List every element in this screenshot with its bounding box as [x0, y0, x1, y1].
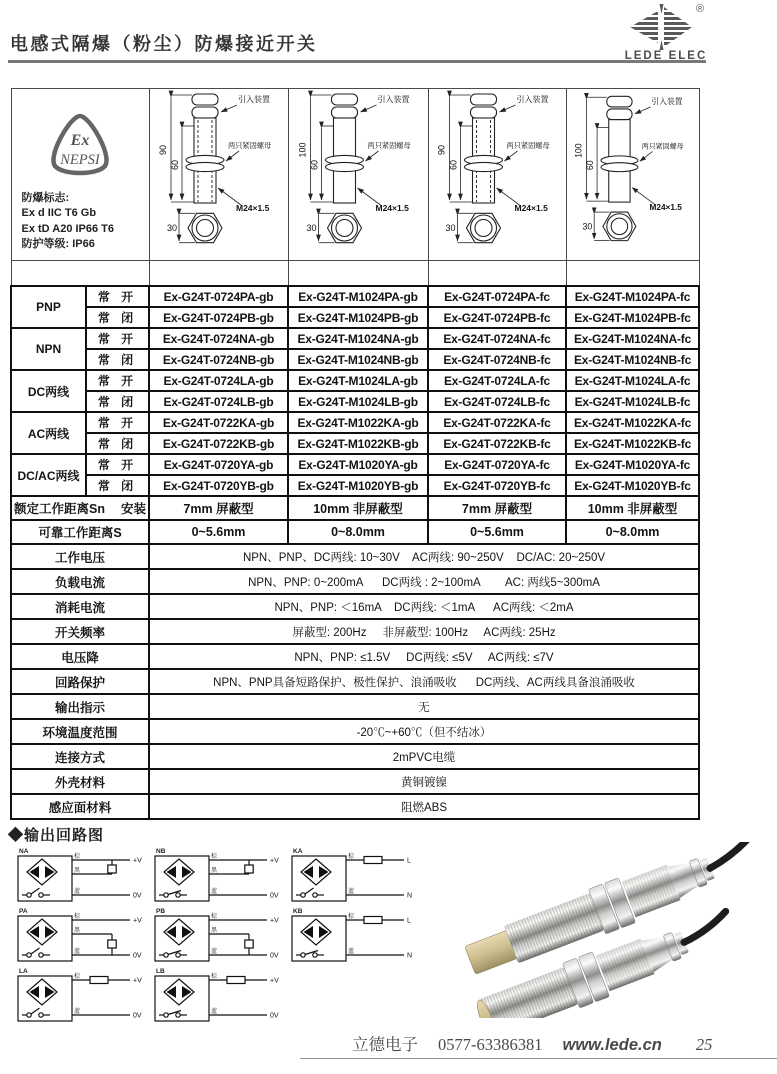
contact-state-cell: 常 开	[86, 370, 149, 391]
dimension-drawing-svg	[289, 89, 428, 255]
svg-text:30: 30	[582, 221, 592, 232]
dimension-drawing	[288, 89, 428, 261]
page-number: 25	[695, 1035, 713, 1054]
distance-value: 0~5.6mm	[149, 520, 288, 544]
distance-label: 可靠工作距离S	[11, 520, 149, 544]
spec-value: -20℃~+60℃（但不结冰）	[149, 719, 699, 744]
model-cell: Ex-G24T-M1024NA-fc	[566, 328, 699, 349]
svg-text:棕: 棕	[74, 974, 81, 980]
certification-cell	[11, 89, 149, 261]
category-cell: DC/AC两线	[11, 454, 86, 496]
svg-text:0V: 0V	[270, 1012, 279, 1020]
explosion-proof-marking	[12, 191, 149, 253]
model-cell: Ex-G24T-0724LA-gb	[149, 370, 288, 391]
product-photo	[448, 842, 775, 1018]
nepsi-ex-badge	[34, 109, 126, 189]
svg-text:蓝: 蓝	[74, 949, 81, 955]
output-circuit-KA	[286, 846, 423, 906]
model-cell: Ex-G24T-0722KA-gb	[149, 412, 288, 433]
spec-label: 工作电压	[11, 544, 149, 569]
model-cell: Ex-G24T-M1024NA-gb	[288, 328, 428, 349]
svg-text:KB: KB	[293, 908, 303, 915]
model-cell: Ex-G24T-0722KB-gb	[149, 433, 288, 454]
svg-text:NB: NB	[156, 848, 166, 855]
model-cell: Ex-G24T-0724NB-fc	[428, 349, 566, 370]
model-cell: Ex-G24T-M1020YB-gb	[288, 475, 428, 496]
dimension-drawing	[566, 89, 699, 261]
contact-state-cell: 常 闭	[86, 349, 149, 370]
model-cell: Ex-G24T-M1020YB-fc	[566, 475, 699, 496]
spec-label: 输出指示	[11, 694, 149, 719]
category-cell: PNP	[11, 286, 86, 328]
svg-text:+V: +V	[270, 857, 279, 865]
spec-value: NPN、PNP具备短路保护、极性保护、浪涌吸收 DC两线、AC两线具备浪涌吸收	[149, 669, 699, 694]
svg-text:两只紧固螺母: 两只紧固螺母	[227, 141, 271, 150]
footer-website: www.lede.cn	[562, 1036, 662, 1054]
cert-line: 防爆标志:	[21, 191, 70, 204]
spec-value: 黄铜镀镍	[149, 769, 699, 794]
svg-text:蓝: 蓝	[211, 949, 218, 955]
spec-value: NPN、PNP、DC两线: 10~30V AC两线: 90~250V DC/AC: 20~250V	[149, 544, 699, 569]
svg-text:L: L	[407, 917, 411, 925]
svg-text:两只紧固螺母: 两只紧固螺母	[506, 141, 550, 150]
spec-value: NPN、PNP: ＜16mA DC两线: ＜1mA AC两线: ＜2mA	[149, 594, 699, 619]
model-cell: Ex-G24T-0724PB-gb	[149, 307, 288, 328]
model-cell: Ex-G24T-M1024PA-gb	[288, 286, 428, 307]
svg-text:棕: 棕	[74, 854, 81, 860]
model-cell: Ex-G24T-0720YA-fc	[428, 454, 566, 475]
model-cell: Ex-G24T-0724PA-fc	[428, 286, 566, 307]
spec-label: 负载电流	[11, 569, 149, 594]
model-cell: Ex-G24T-M1022KB-fc	[566, 433, 699, 454]
svg-text:0V: 0V	[270, 952, 279, 960]
output-circuit-NA	[12, 846, 149, 906]
model-cell: Ex-G24T-0722KA-fc	[428, 412, 566, 433]
output-circuit-KB	[286, 906, 423, 966]
brand-logo	[612, 2, 720, 62]
svg-text:黑: 黑	[211, 928, 218, 934]
contact-state-cell: 常 闭	[86, 391, 149, 412]
cert-line: Ex d IIC T6 Gb	[21, 207, 97, 219]
svg-text:M24×1.5: M24×1.5	[235, 203, 269, 213]
product-photo-illustration	[448, 842, 775, 1018]
registered-mark: ®	[696, 3, 705, 15]
output-circuits-heading: ◆输出回路图	[8, 828, 105, 844]
footer-company: 立德电子	[352, 1035, 418, 1054]
category-cell: AC两线	[11, 412, 86, 454]
svg-text:90: 90	[157, 144, 168, 156]
cert-line: 防护等级: IP66	[21, 238, 95, 250]
output-circuit-LB	[149, 966, 286, 1026]
contact-state-cell: 常 开	[86, 286, 149, 307]
svg-text:NEPSI: NEPSI	[60, 151, 100, 168]
dimension-drawing-svg	[150, 89, 288, 255]
spec-value: 无	[149, 694, 699, 719]
svg-text:蓝: 蓝	[74, 1009, 81, 1015]
svg-text:引入装置: 引入装置	[237, 95, 270, 104]
svg-text:棕: 棕	[74, 914, 81, 920]
model-cell: Ex-G24T-M1022KB-gb	[288, 433, 428, 454]
brand-logo-text: LEDE ELEC	[624, 50, 708, 62]
svg-text:蓝: 蓝	[74, 889, 81, 895]
svg-text:蓝: 蓝	[348, 889, 355, 895]
svg-text:0V: 0V	[133, 952, 142, 960]
output-circuit-PA	[12, 906, 149, 966]
svg-text:+V: +V	[270, 917, 279, 925]
svg-text:0V: 0V	[270, 892, 279, 900]
dimension-drawing	[149, 89, 288, 261]
spec-label: 感应面材料	[11, 794, 149, 819]
svg-text:30: 30	[445, 223, 456, 233]
model-cell: Ex-G24T-M1022KA-gb	[288, 412, 428, 433]
svg-text:蓝: 蓝	[348, 949, 355, 955]
dimension-drawing	[428, 89, 566, 261]
svg-text:LB: LB	[156, 968, 165, 975]
svg-text:100: 100	[573, 143, 584, 158]
svg-text:100: 100	[297, 142, 307, 158]
svg-text:棕: 棕	[211, 914, 218, 920]
svg-text:60: 60	[169, 159, 180, 171]
spec-label: 环境温度范围	[11, 719, 149, 744]
model-cell: Ex-G24T-0724NA-fc	[428, 328, 566, 349]
main-spec-table	[10, 88, 700, 820]
model-cell: Ex-G24T-0724NA-gb	[149, 328, 288, 349]
output-circuit-diagrams	[12, 846, 423, 1026]
spec-label: 开关频率	[11, 619, 149, 644]
spec-label: 电压降	[11, 644, 149, 669]
model-cell: Ex-G24T-0722KB-fc	[428, 433, 566, 454]
spec-value: 屏蔽型: 200Hz 非屏蔽型: 100Hz AC两线: 25Hz	[149, 619, 699, 644]
svg-text:两只紧固螺母: 两只紧固螺母	[641, 143, 684, 151]
contact-state-cell: 常 开	[86, 328, 149, 349]
svg-text:引入装置: 引入装置	[516, 95, 548, 104]
spec-value: 阻燃ABS	[149, 794, 699, 819]
model-cell: Ex-G24T-M1022KA-fc	[566, 412, 699, 433]
distance-value: 7mm 屏蔽型	[149, 496, 288, 520]
model-cell: Ex-G24T-0724PA-gb	[149, 286, 288, 307]
model-cell: Ex-G24T-M1020YA-gb	[288, 454, 428, 475]
distance-value: 0~8.0mm	[288, 520, 428, 544]
model-cell: Ex-G24T-0720YB-gb	[149, 475, 288, 496]
model-cell: Ex-G24T-0724LA-fc	[428, 370, 566, 391]
svg-text:棕: 棕	[348, 854, 355, 860]
svg-text:棕: 棕	[348, 914, 355, 920]
dimension-drawing-svg	[429, 89, 566, 255]
footer	[352, 1031, 777, 1055]
distance-value: 0~8.0mm	[566, 520, 699, 544]
model-cell: Ex-G24T-M1024PA-fc	[566, 286, 699, 307]
svg-text:棕: 棕	[211, 854, 218, 860]
svg-text:PA: PA	[19, 908, 28, 915]
svg-text:90: 90	[436, 144, 446, 156]
svg-text:KA: KA	[293, 848, 303, 855]
spec-value: NPN、PNP: 0~200mA DC两线 : 2~100mA AC: 两线5~300mA	[149, 569, 699, 594]
spec-table	[10, 88, 700, 820]
svg-text:60: 60	[309, 159, 319, 171]
svg-text:0V: 0V	[133, 1012, 142, 1020]
distance-value: 10mm 非屏蔽型	[566, 496, 699, 520]
model-cell: Ex-G24T-M1024NB-gb	[288, 349, 428, 370]
cert-line: Ex tD A20 IP66 T6	[21, 222, 115, 235]
output-circuit-NB	[149, 846, 286, 906]
svg-text:+V: +V	[133, 977, 142, 985]
contact-state-cell: 常 闭	[86, 475, 149, 496]
model-cell: Ex-G24T-M1024NB-fc	[566, 349, 699, 370]
svg-text:M24×1.5: M24×1.5	[514, 203, 548, 213]
spec-label: 连接方式	[11, 744, 149, 769]
contact-state-cell: 常 开	[86, 412, 149, 433]
svg-text:蓝: 蓝	[211, 1009, 218, 1015]
svg-text:N: N	[407, 892, 413, 900]
distance-value: 0~5.6mm	[428, 520, 566, 544]
svg-text:+V: +V	[133, 857, 142, 865]
svg-text:引入装置: 引入装置	[377, 95, 409, 104]
model-cell: Ex-G24T-0724LB-gb	[149, 391, 288, 412]
model-cell: Ex-G24T-M1024PB-gb	[288, 307, 428, 328]
distance-label: 额定工作距离Sn 安装	[11, 496, 149, 520]
spec-value: 2mPVC电缆	[149, 744, 699, 769]
svg-text:黑: 黑	[211, 868, 218, 874]
svg-text:蓝: 蓝	[211, 889, 218, 895]
distance-value: 7mm 屏蔽型	[428, 496, 566, 520]
svg-text:30: 30	[306, 223, 317, 233]
svg-text:+V: +V	[270, 977, 279, 985]
spec-label: 外壳材料	[11, 769, 149, 794]
svg-text:0V: 0V	[133, 892, 142, 900]
svg-text:引入装置: 引入装置	[650, 97, 682, 107]
spec-value: NPN、PNP: ≤1.5V DC两线: ≤5V AC两线: ≤7V	[149, 644, 699, 669]
svg-text:NA: NA	[19, 848, 29, 855]
svg-text:黑: 黑	[74, 868, 81, 874]
svg-text:N: N	[407, 952, 413, 960]
contact-state-cell: 常 闭	[86, 307, 149, 328]
output-circuit-PB	[149, 906, 286, 966]
svg-text:M24×1.5: M24×1.5	[649, 202, 682, 212]
brand-logo-icon	[624, 2, 708, 50]
category-cell: NPN	[11, 328, 86, 370]
svg-text:+V: +V	[133, 917, 142, 925]
title-underline	[8, 60, 706, 63]
model-cell: Ex-G24T-M1024LA-gb	[288, 370, 428, 391]
svg-text:黑: 黑	[74, 928, 81, 934]
page-title: 电感式隔爆（粉尘）防爆接近开关	[10, 34, 318, 54]
model-cell: Ex-G24T-0724NB-gb	[149, 349, 288, 370]
svg-text:Ex: Ex	[70, 131, 90, 149]
model-cell: Ex-G24T-0720YA-gb	[149, 454, 288, 475]
model-cell: Ex-G24T-M1024LA-fc	[566, 370, 699, 391]
model-cell: Ex-G24T-0724PB-fc	[428, 307, 566, 328]
contact-state-cell: 常 闭	[86, 433, 149, 454]
svg-text:60: 60	[584, 160, 595, 171]
svg-text:L: L	[407, 857, 411, 865]
model-cell: Ex-G24T-M1024PB-fc	[566, 307, 699, 328]
model-cell: Ex-G24T-M1024LB-gb	[288, 391, 428, 412]
svg-text:30: 30	[166, 223, 177, 233]
svg-text:LA: LA	[19, 968, 28, 975]
footer-rule	[300, 1058, 777, 1059]
footer-phone: 0577-63386381	[438, 1035, 543, 1054]
spec-label: 消耗电流	[11, 594, 149, 619]
dimension-drawing-svg	[567, 89, 699, 255]
category-cell: DC两线	[11, 370, 86, 412]
model-cell: Ex-G24T-M1020YA-fc	[566, 454, 699, 475]
svg-text:60: 60	[448, 159, 458, 171]
model-cell: Ex-G24T-0724LB-fc	[428, 391, 566, 412]
spec-label: 回路保护	[11, 669, 149, 694]
svg-text:PB: PB	[156, 908, 166, 915]
model-cell: Ex-G24T-0720YB-fc	[428, 475, 566, 496]
svg-text:M24×1.5: M24×1.5	[375, 203, 409, 213]
svg-text:棕: 棕	[211, 974, 218, 980]
output-circuit-LA	[12, 966, 149, 1026]
distance-value: 10mm 非屏蔽型	[288, 496, 428, 520]
svg-text:两只紧固螺母: 两只紧固螺母	[367, 141, 411, 150]
contact-state-cell: 常 开	[86, 454, 149, 475]
model-cell: Ex-G24T-M1024LB-fc	[566, 391, 699, 412]
